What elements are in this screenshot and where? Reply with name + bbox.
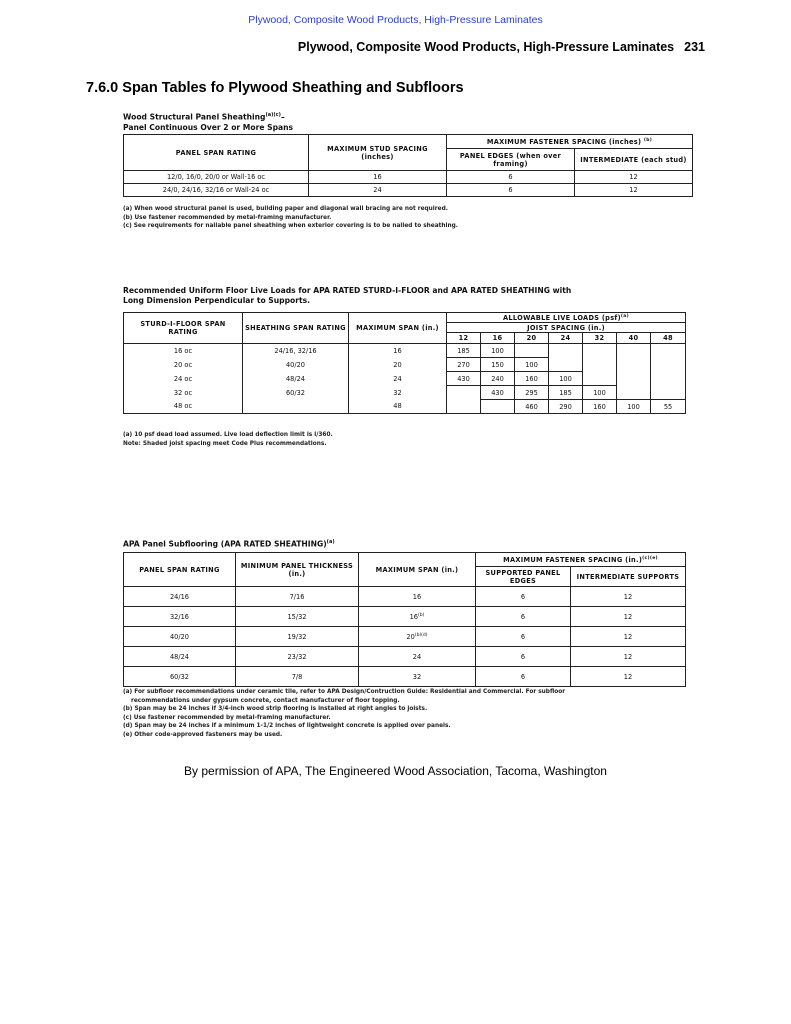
table1-col-group	[447, 135, 693, 149]
table2-cell	[549, 358, 583, 372]
table1-cell: 12	[575, 184, 693, 197]
table2-cell	[651, 358, 686, 372]
table2-cell: 430	[481, 386, 515, 400]
table2-cell: 185	[447, 344, 481, 358]
table1-title-line2: Panel Continuous Over 2 or More Spans	[123, 122, 294, 132]
table-row	[124, 344, 686, 358]
table2-cell: 185	[549, 386, 583, 400]
table2-cell: 16	[349, 344, 447, 358]
table3-notes	[123, 688, 565, 739]
table3-col-group-label: MAXIMUM FASTENER SPACING (in.)	[503, 556, 643, 565]
table2-cell: 32 oc	[124, 386, 243, 400]
table3-col-edges: SUPPORTED PANEL EDGES	[476, 567, 571, 587]
table2-col-sheathing: SHEATHING SPAN RATING	[243, 313, 349, 344]
table3-cell: 32/16	[124, 607, 236, 627]
table3-span-value: 16	[409, 613, 418, 622]
table3-col-rating: PANEL SPAN RATING	[124, 553, 236, 587]
table3-cell: 12	[571, 667, 686, 687]
table2-col-span: MAXIMUM SPAN (in.)	[349, 313, 447, 344]
table3-col-inter: INTERMEDIATE SUPPORTS	[571, 567, 686, 587]
table2-cell: 160	[583, 400, 617, 414]
table2-cell: 160	[515, 372, 549, 386]
table3-cell: 7/8	[236, 667, 359, 687]
table2-note: Note: Shaded joist spacing meet Code Plus recommendations.	[123, 440, 327, 447]
table3-cell: 23/32	[236, 647, 359, 667]
table-row	[124, 184, 693, 197]
table1-col-inter: INTERMEDIATE (each stud)	[575, 149, 693, 171]
table2-cell: 40/20	[243, 358, 349, 372]
table2-cell: 295	[515, 386, 549, 400]
table2-note: (a) 10 psf dead load assumed. Live load deflection limit is l/360.	[123, 432, 333, 438]
table2-cell: 240	[481, 372, 515, 386]
table3-cell: 6	[476, 587, 571, 607]
table3-col-group	[476, 553, 686, 567]
table1-note: (c) See requirements for nailable panel sheathing when exterior covering is to be nailed to sheathing.	[123, 223, 459, 229]
table2-notes	[123, 431, 333, 448]
table3-span-value: 32	[412, 673, 422, 682]
table2-cell: 24 oc	[124, 372, 243, 386]
table2	[123, 312, 686, 414]
table2-cell: 270	[447, 358, 481, 372]
table1-notes	[123, 205, 458, 231]
table3-cell	[359, 587, 476, 607]
table2-col-group-label: ALLOWABLE LIVE LOADS (psf)	[503, 314, 621, 323]
header-link[interactable]: Plywood, Composite Wood Products, High-Pressure Laminates	[248, 14, 543, 26]
table1-col-group-label: MAXIMUM FASTENER SPACING (inches)	[486, 138, 642, 147]
table2-cell	[447, 386, 481, 400]
table2-cell: 24/16, 32/16	[243, 344, 349, 358]
table2-cell	[617, 386, 651, 400]
table3-title-sup: (a)	[326, 539, 335, 545]
table2-cell	[243, 400, 349, 414]
table2-cell	[583, 344, 617, 358]
table1-col-panel: PANEL SPAN RATING	[124, 135, 309, 171]
table2-cell: 290	[549, 400, 583, 414]
table3-col-group-sup: (c)(e)	[642, 555, 658, 561]
table2-cell: 48/24	[243, 372, 349, 386]
table3-cell: 7/16	[236, 587, 359, 607]
table2-col-joist: JOIST SPACING (in.)	[447, 323, 686, 333]
table3-note: (b) Span may be 24 inches if 3/4-inch wood strip flooring is installed at right angles to joists.	[123, 706, 428, 712]
table1	[123, 134, 693, 197]
table3-cell: 6	[476, 627, 571, 647]
table1-title-suffix: –	[280, 112, 285, 122]
permission-credit: By permission of APA, The Engineered Wood Association, Tacoma, Washington	[184, 764, 607, 778]
table3-col-span: MAXIMUM SPAN (in.)	[359, 553, 476, 587]
table2-cell	[515, 344, 549, 358]
table2-cell: 100	[515, 358, 549, 372]
table2-cell	[651, 344, 686, 358]
table2-cell: 60/32	[243, 386, 349, 400]
table2-cell	[583, 358, 617, 372]
table2-cell: 100	[583, 386, 617, 400]
table2-cell	[617, 344, 651, 358]
table1-cell: 24	[309, 184, 447, 197]
table2-cell: 100	[549, 372, 583, 386]
table2-title-line2: Long Dimension Perpendicular to Supports.	[123, 296, 311, 305]
table3-cell: 19/32	[236, 627, 359, 647]
table2-cell	[617, 372, 651, 386]
table1-col-group-sup: (b)	[643, 137, 653, 143]
table1-cell: 12	[575, 171, 693, 184]
table-row	[124, 372, 686, 386]
joist-spacing-header: 48	[651, 333, 686, 344]
table1-cell: 6	[447, 171, 575, 184]
table2-cell: 48	[349, 400, 447, 414]
table3-cell	[359, 627, 476, 647]
table-row	[124, 627, 686, 647]
table2-title-line1: Recommended Uniform Floor Live Loads for APA RATED STURD-I-FLOOR and APA RATED SHEATHING with	[123, 286, 572, 295]
table2-title	[123, 286, 571, 306]
table2-cell: 430	[447, 372, 481, 386]
joist-spacing-header: 16	[481, 333, 515, 344]
table-row	[124, 587, 686, 607]
table2-cell	[617, 358, 651, 372]
table3-col-thickness: MINIMUM PANEL THICKNESS (in.)	[236, 553, 359, 587]
table3-span-sup: (b)	[418, 612, 425, 618]
running-title: Plywood, Composite Wood Products, High-Pressure Laminates	[297, 40, 675, 54]
table3-cell: 60/32	[124, 667, 236, 687]
table3-cell: 6	[476, 667, 571, 687]
table2-cell: 55	[651, 400, 686, 414]
table3-cell: 12	[571, 587, 686, 607]
table3-cell	[359, 647, 476, 667]
joist-spacing-header: 32	[583, 333, 617, 344]
table1-cell: 6	[447, 184, 575, 197]
page-number: 231	[684, 40, 705, 54]
table3	[123, 552, 686, 687]
table2-col-sturd: STURD-I-FLOOR SPAN RATING	[124, 313, 243, 344]
table3-cell: 6	[476, 607, 571, 627]
table1-title-sup: (a)(c)	[265, 112, 281, 118]
table2-cell	[651, 372, 686, 386]
joist-spacing-header: 24	[549, 333, 583, 344]
table2-cell	[447, 400, 481, 414]
table2-cell	[583, 372, 617, 386]
table1-title-line1: Wood Structural Panel Sheathing	[123, 112, 266, 122]
table2-cell: 100	[481, 344, 515, 358]
table2-cell: 20	[349, 358, 447, 372]
table-row	[124, 607, 686, 627]
table2-col-group-sup: (a)	[620, 314, 629, 319]
table3-span-value: 24	[412, 653, 422, 662]
table2-cell	[481, 400, 515, 414]
table2-cell: 20 oc	[124, 358, 243, 372]
table3-note: (c) Use fastener recommended by metal-framing manufacturer.	[123, 714, 331, 721]
running-header	[298, 40, 705, 54]
table2-cell	[549, 344, 583, 358]
table3-cell: 6	[476, 647, 571, 667]
table3-cell: 12	[571, 607, 686, 627]
table3-span-value: 20	[406, 633, 415, 642]
table-row	[124, 386, 686, 400]
table-row	[124, 667, 686, 687]
table1-title	[123, 110, 293, 133]
table3-cell: 15/32	[236, 607, 359, 627]
table3-title	[123, 537, 335, 550]
table3-cell: 12	[571, 627, 686, 647]
table2-cell: 24	[349, 372, 447, 386]
table2-col-group	[447, 313, 686, 323]
table3-cell	[359, 667, 476, 687]
table2-cell	[651, 386, 686, 400]
table1-col-stud: MAXIMUM STUD SPACING (inches)	[309, 135, 447, 171]
table1-cell: 24/0, 24/16, 32/16 or Wall-24 oc	[124, 184, 309, 197]
table1-note: (a) When wood structural panel is used, building paper and diagonal wall bracing are not required.	[123, 206, 448, 212]
table3-span-value: 16	[412, 593, 422, 602]
table1-cell: 12/0, 16/0, 20/0 or Wall-16 oc	[124, 171, 309, 184]
table3-cell: 48/24	[124, 647, 236, 667]
table2-cell: 100	[617, 400, 651, 414]
table3-cell: 12	[571, 647, 686, 667]
joist-spacing-header: 20	[515, 333, 549, 344]
table2-cell: 150	[481, 358, 515, 372]
section-title: 7.6.0 Span Tables fo Plywood Sheathing and Subfloors	[86, 80, 464, 96]
table3-note: (d) Span may be 24 inches if a minimum 1-1/2 inches of lightweight concrete is applied over panels.	[123, 723, 451, 729]
joist-spacing-header: 40	[617, 333, 651, 344]
table3-cell: 24/16	[124, 587, 236, 607]
table3-span-sup: (b)(d)	[414, 632, 428, 638]
table2-cell: 48 oc	[124, 400, 243, 414]
table3-note: (a) For subfloor recommendations under ceramic tile, refer to APA Design/Contruction Guide: Residential and Commercial. For subfloor	[123, 689, 566, 695]
table2-cell: 16 oc	[124, 344, 243, 358]
table3-title-text: APA Panel Subflooring (APA RATED SHEATHING)	[123, 539, 327, 549]
table1-note: (b) Use fastener recommended by metal-framing manufacturer.	[123, 214, 332, 221]
table-row	[124, 400, 686, 414]
table3-note: (e) Other code-approved fasteners may be used.	[123, 731, 283, 738]
table3-note: recommendations under gypsum concrete, contact manufacturer of floor topping.	[131, 697, 400, 704]
joist-spacing-header: 12	[447, 333, 481, 344]
table-row	[124, 647, 686, 667]
table2-cell: 460	[515, 400, 549, 414]
table2-cell: 32	[349, 386, 447, 400]
table3-cell	[359, 607, 476, 627]
table1-cell: 16	[309, 171, 447, 184]
table-row	[124, 171, 693, 184]
table3-cell: 40/20	[124, 627, 236, 647]
table-row	[124, 358, 686, 372]
table1-col-edges: PANEL EDGES (when over framing)	[447, 149, 575, 171]
